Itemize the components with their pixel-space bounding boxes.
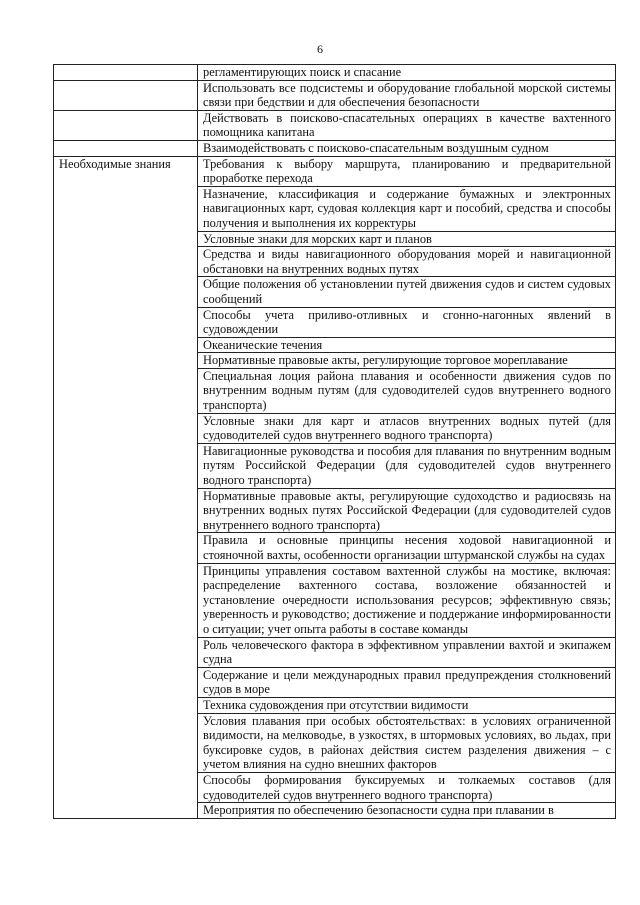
row-label-empty (54, 140, 198, 156)
knowledge-item: Назначение, классификация и содержание бумажных и электронных навигационных карт, судовая коллекция карт и пособий, средства и способы получения и выполнения их корректуры (198, 186, 616, 231)
knowledge-item: Общие положения об установлении путей движения судов и систем судовых сообщений (198, 277, 616, 307)
row-label-empty (54, 80, 198, 110)
knowledge-item: Требования к выбору маршрута, планированию и предварительной проработке перехода (198, 156, 616, 186)
skill-item: Взаимодействовать с поисково-спасательным воздушным судном (198, 140, 616, 156)
knowledge-item: Способы формирования буксируемых и толкаемых составов (для судоводителей судов внутреннего водного транспорта) (198, 772, 616, 802)
skill-item: Использовать все подсистемы и оборудование глобальной морской системы связи при бедствии и для обеспечения безопасности (198, 80, 616, 110)
table-row (54, 156, 616, 186)
row-label-empty (54, 65, 198, 81)
knowledge-item: Нормативные правовые акты, регулирующие торговое мореплавание (198, 353, 616, 369)
knowledge-item: Правила и основные принципы несения ходовой навигационной и стояночной вахты, особенности организации штурманской службы на судах (198, 533, 616, 563)
knowledge-item: Условные знаки для морских карт и планов (198, 231, 616, 247)
knowledge-item: Техника судовождения при отсутствии видимости (198, 697, 616, 713)
table-row (54, 65, 616, 81)
row-label-empty (54, 110, 198, 140)
table-row (54, 80, 616, 110)
knowledge-item: Средства и виды навигационного оборудования морей и навигационной обстановки на внутренних водных путях (198, 247, 616, 277)
knowledge-item: Нормативные правовые акты, регулирующие судоходство и радиосвязь на внутренних водных путях Российской Федерации (для судоводителей судов внутреннего водного транспорта) (198, 488, 616, 533)
table-row (54, 110, 616, 140)
knowledge-item: Способы учета приливо-отливных и сгонно-нагонных явлений в судовождении (198, 307, 616, 337)
skill-item: Действовать в поисково-спасательных операциях в качестве вахтенного помощника капитана (198, 110, 616, 140)
knowledge-item: Условия плавания при особых обстоятельствах: в условиях ограниченной видимости, на мелководье, в узкостях, в штормовых условиях, во льдах, при буксировке судов, в районах действия систем разделения движения – с учетом влияния на судно внешних факторов (198, 713, 616, 772)
knowledge-section-label: Необходимые знания (54, 156, 198, 818)
page-number: 6 (317, 42, 323, 56)
knowledge-item: Условные знаки для карт и атласов внутренних водных путей (для судоводителей судов внутреннего водного транспорта) (198, 413, 616, 443)
requirements-table (53, 64, 616, 819)
knowledge-item: Океанические течения (198, 337, 616, 353)
knowledge-item: Содержание и цели международных правил предупреждения столкновений судов в море (198, 667, 616, 697)
knowledge-item: Навигационные руководства и пособия для плавания по внутренним водным путям Российской Федерации (для судоводителей судов внутреннего водного транспорта) (198, 443, 616, 488)
knowledge-item: Роль человеческого фактора в эффективном управлении вахтой и экипажем судна (198, 637, 616, 667)
knowledge-item: Принципы управления составом вахтенной службы на мостике, включая: распределение вахтенного состава, возложение обязанностей и установление очередности использования ресурсов; эффективную связь; уверенность и руководство; достижение и поддержание информированности о ситуации; учет опыта работы в составе команды (198, 563, 616, 637)
knowledge-item: Мероприятия по обеспечению безопасности судна при плавании в (198, 803, 616, 819)
knowledge-item: Специальная лоция района плавания и особенности движения судов по внутренним водным путям (для судоводителей судов внутреннего водного транспорта) (198, 368, 616, 413)
skill-item: регламентирующих поиск и спасание (198, 65, 616, 81)
requirements-table-body (54, 65, 616, 819)
table-row (54, 140, 616, 156)
